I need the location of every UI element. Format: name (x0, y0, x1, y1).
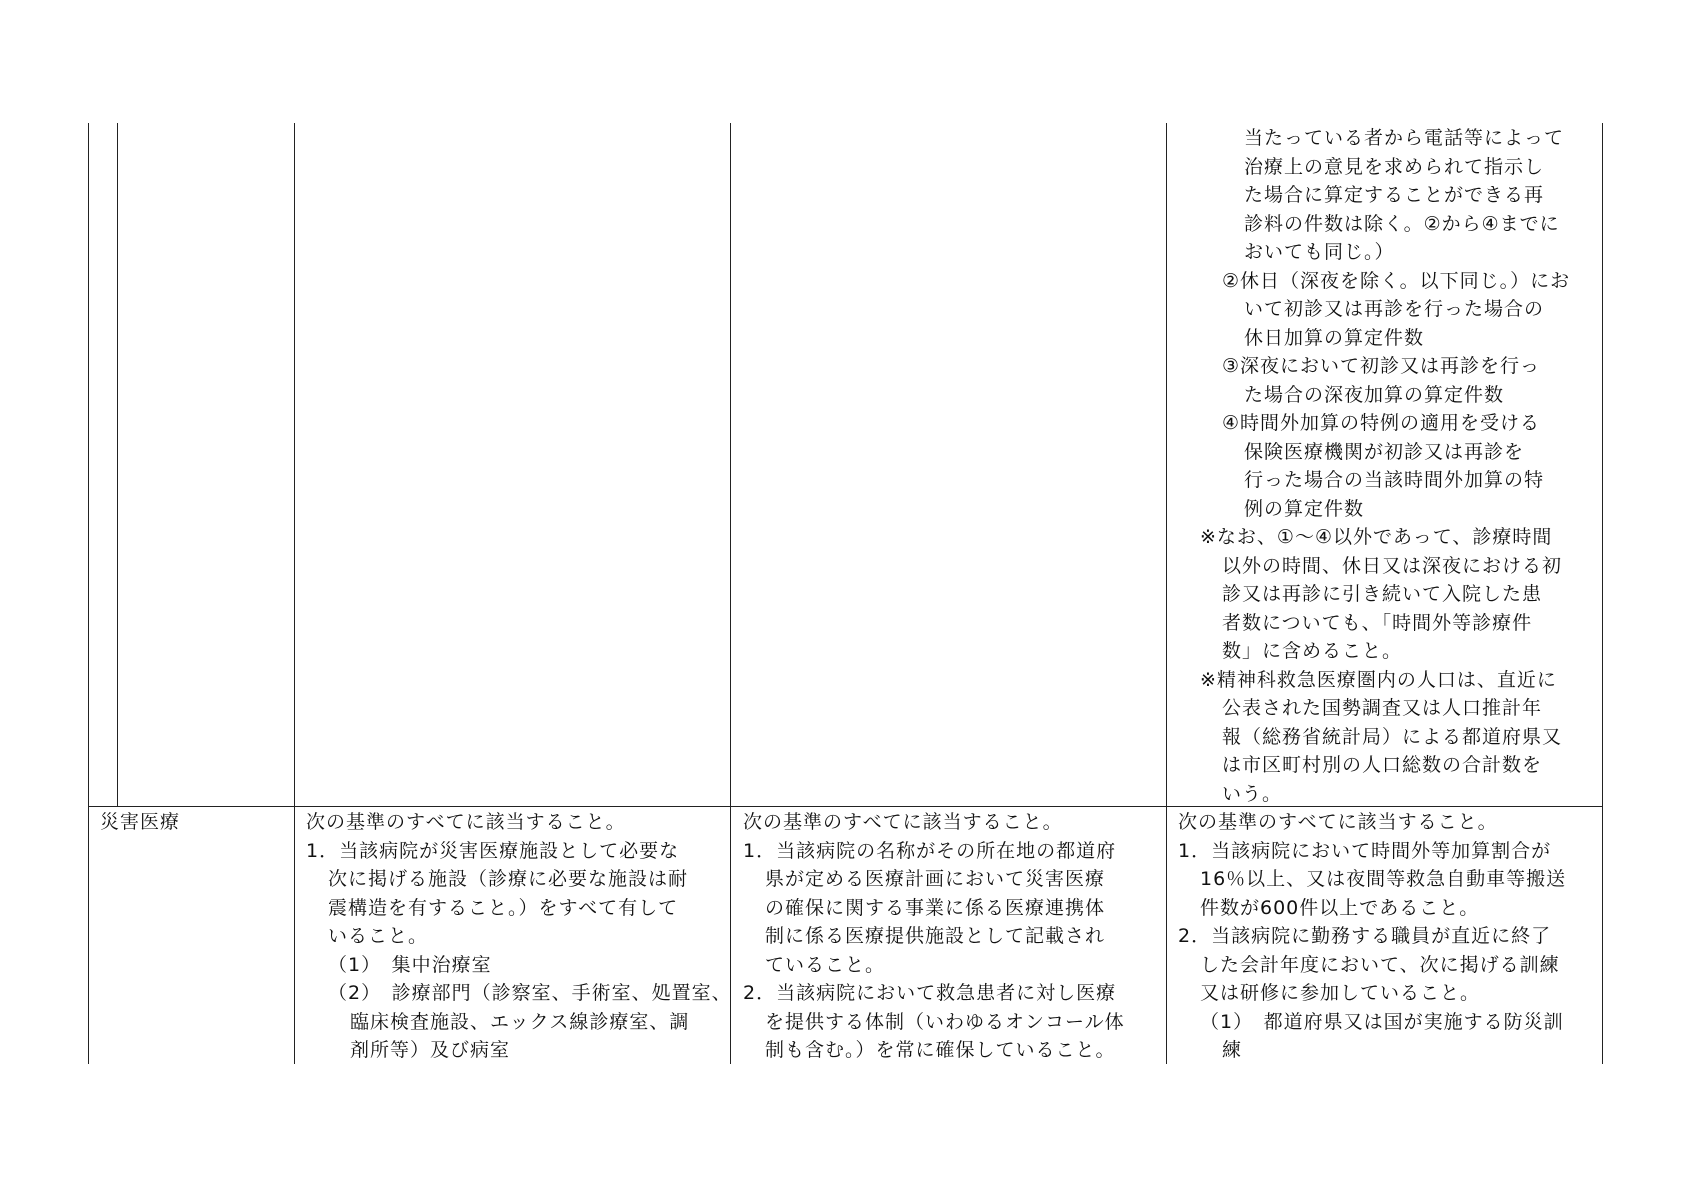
text-line: 1．当該病院において時間外等加算割合が (1178, 839, 1552, 862)
text-line: 制も含む。）を常に確保していること。 (765, 1039, 1116, 1061)
text-line: おいても同じ。） (1244, 241, 1395, 263)
text-line: 1．当該病院が災害医療施設として必要な (306, 839, 680, 862)
text-line: 次の基準のすべてに該当すること。 (743, 811, 1063, 833)
text-line: 診又は再診に引き続いて入院した患 (1222, 583, 1543, 605)
text-line: ※精神科救急医療圏内の人口は、直近に (1200, 668, 1557, 691)
lower-row-col2-text (306, 808, 732, 1065)
category-label: 災害医療 (100, 811, 181, 833)
text-line: 休日加算の算定件数 (1244, 326, 1425, 349)
table-border-right (1602, 123, 1603, 1064)
lower-row-col4-cell (1178, 808, 1600, 1065)
category-cell (100, 808, 290, 837)
text-line: いて初診又は再診を行った場合の (1244, 298, 1545, 320)
text-line: 保険医療機関が初診又は再診を (1244, 440, 1525, 463)
text-line: ていること。 (765, 953, 886, 976)
table-column-divider (730, 123, 731, 1064)
text-line: た場合に算定することができる再 (1244, 184, 1545, 206)
text-line: 練 (1222, 1039, 1243, 1061)
text-line: 2．当該病院において救急患者に対し医療 (743, 982, 1117, 1004)
text-line: （1） 集中治療室 (328, 953, 492, 976)
text-line: 診料の件数は除く。②から④までに (1244, 212, 1560, 235)
table-column-divider (1166, 123, 1167, 1064)
text-line: 臨床検査施設、エックス線診療室、調 (350, 1010, 690, 1033)
text-line: 県が定める医療計画において災害医療 (765, 868, 1106, 890)
table-inner-border-left (117, 123, 118, 806)
text-line: いう。 (1222, 782, 1283, 805)
text-line: 又は研修に参加していること。 (1200, 982, 1481, 1004)
text-line: 以外の時間、休日又は深夜における初 (1222, 554, 1563, 577)
text-line: 公表された国勢調査又は人口推計年 (1222, 697, 1543, 719)
upper-row-col4-cell (1200, 124, 1600, 808)
text-line: 行った場合の当該時間外加算の特 (1244, 469, 1545, 491)
table-border-left (88, 123, 89, 1064)
lower-row-col3-cell (743, 808, 1165, 1065)
text-line: 次の基準のすべてに該当すること。 (306, 811, 626, 833)
table-column-divider (294, 123, 295, 1064)
lower-row-col3-text (743, 808, 1165, 1065)
text-line: た場合の深夜加算の算定件数 (1244, 383, 1505, 406)
text-line: 次に掲げる施設（診療に必要な施設は耐 (328, 868, 689, 890)
text-line: ※なお、①～④以外であって、診療時間 (1200, 526, 1553, 548)
text-line: 剤所等）及び病室 (350, 1039, 511, 1061)
text-line: 件数が600件以上であること。 (1200, 896, 1480, 919)
text-line: の確保に関する事業に係る医療連携体 (765, 896, 1106, 919)
text-line: した会計年度において、次に掲げる訓練 (1200, 953, 1560, 976)
text-line: は市区町村別の人口総数の合計数を (1222, 754, 1543, 776)
text-line: 制に係る医療提供施設として記載され (765, 925, 1106, 947)
upper-row-col4-text (1200, 124, 1600, 808)
text-line: 当たっている者から電話等によって (1244, 127, 1565, 149)
text-line: ③深夜において初診又は再診を行っ (1222, 355, 1541, 377)
text-line: 震構造を有すること。）をすべて有して (328, 896, 679, 919)
text-line: 数」に含めること。 (1222, 640, 1403, 662)
text-line: 治療上の意見を求められて指示し (1244, 155, 1545, 178)
text-line: いること。 (328, 925, 429, 947)
text-line: （1） 都道府県又は国が実施する防災訓 (1200, 1010, 1564, 1033)
lower-row-col4-text (1178, 808, 1600, 1065)
text-line: ②休日（深夜を除く。以下同じ。）にお (1222, 269, 1571, 292)
text-line: 16％以上、又は夜間等救急自動車等搬送 (1200, 868, 1567, 890)
text-line: ④時間外加算の特例の適用を受ける (1222, 412, 1541, 434)
text-line: 次の基準のすべてに該当すること。 (1178, 811, 1498, 833)
text-line: を提供する体制（いわゆるオンコール体 (765, 1010, 1125, 1033)
text-line: （2） 診療部門（診察室、手術室、処置室、 (328, 982, 732, 1004)
text-line: 1．当該病院の名称がその所在地の都道府 (743, 839, 1117, 862)
text-line: 者数についても、「時間外等診療件 (1222, 611, 1533, 634)
lower-row-col2-cell (306, 808, 732, 1065)
text-line: 2．当該病院に勤務する職員が直近に終了 (1178, 925, 1552, 947)
text-line: 報（総務省統計局）による都道府県又 (1222, 725, 1563, 748)
text-line: 例の算定件数 (1244, 497, 1365, 520)
